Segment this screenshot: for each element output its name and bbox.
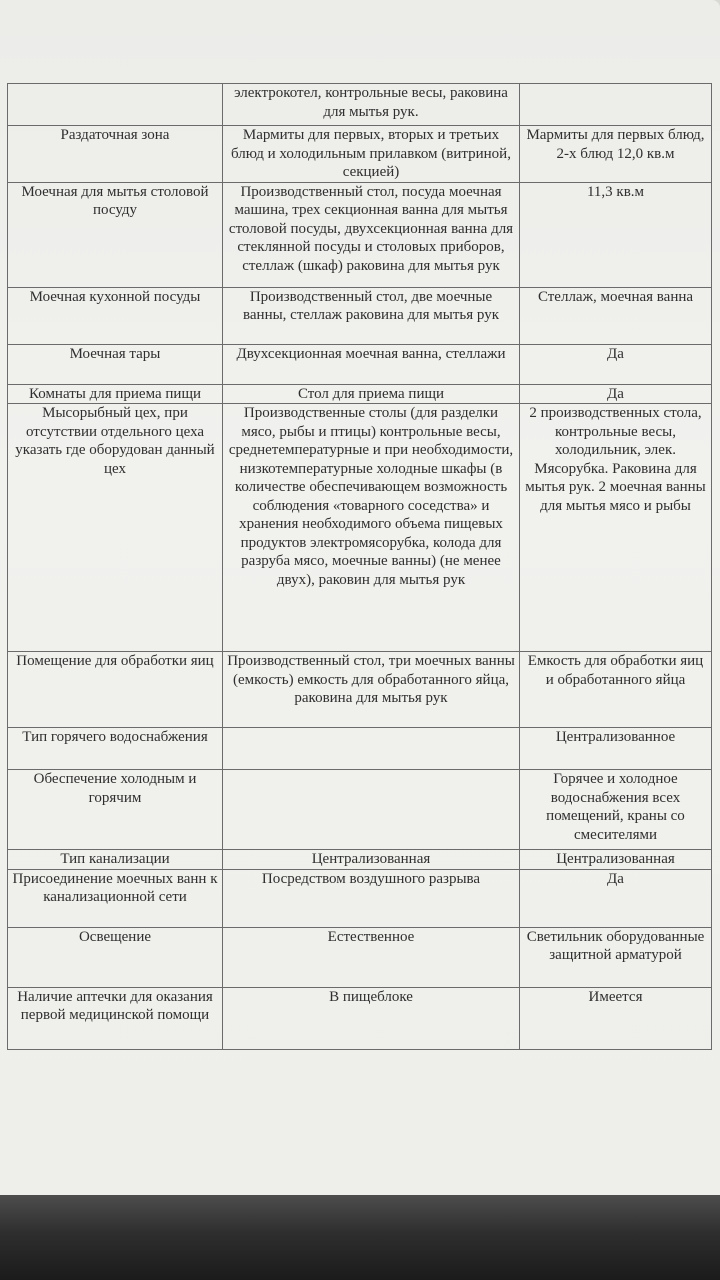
row-requirement: Посредством воздушного разрыва xyxy=(223,869,520,927)
row-requirement xyxy=(223,770,520,850)
row-actual: Имеется xyxy=(520,987,712,1049)
row-label: Наличие аптечки для оказания первой медицинской помощи xyxy=(8,987,223,1049)
table-row xyxy=(8,770,712,850)
table-row xyxy=(8,182,712,287)
row-requirement xyxy=(223,728,520,770)
table-row xyxy=(8,927,712,987)
row-actual: Светильник оборудованные защитной арматурой xyxy=(520,927,712,987)
row-actual: Да xyxy=(520,869,712,927)
sanitary-table xyxy=(7,83,712,1050)
row-label xyxy=(8,84,223,126)
row-actual: Мармиты для первых блюд, 2-х блюд 12,0 кв.м xyxy=(520,126,712,183)
row-requirement: Производственные столы (для разделки мясо, рыбы и птицы) контрольные весы, среднетемпературные и при необходимости, низкотемпературные холодные шкафы (в количестве обеспечивающем возможность соблюдения «товарного соседства» и хранения необходимого объема пищевых продуктов электромясорубка, колода для разруба мясо, моечные ванны) (не менее двух), раковин для мытья рук xyxy=(223,404,520,652)
table-row xyxy=(8,84,712,126)
row-actual: Стеллаж, моечная ванна xyxy=(520,287,712,344)
row-requirement: Производственный стол, посуда моечная машина, трех секционная ванна для мытья столовой посуды, двухсекционная ванна для стеклянной посуды и столовых приборов, стеллаж (шкаф) раковина для мытья рук xyxy=(223,182,520,287)
row-actual: Централизованное xyxy=(520,728,712,770)
row-actual: 2 производственных стола, контрольные весы, холодильник, элек. Мясорубка. Раковина для мытья рук. 2 моечная ванны для мытья мясо и рыбы xyxy=(520,404,712,652)
row-actual xyxy=(520,84,712,126)
table-row xyxy=(8,987,712,1049)
table-row xyxy=(8,344,712,384)
row-requirement: Естественное xyxy=(223,927,520,987)
row-requirement: электрокотел, контрольные весы, раковина для мытья рук. xyxy=(223,84,520,126)
row-label: Освещение xyxy=(8,927,223,987)
row-requirement: Стол для приема пищи xyxy=(223,384,520,404)
table-row xyxy=(8,126,712,183)
row-label: Моечная кухонной посуды xyxy=(8,287,223,344)
row-label: Помещение для обработки яиц xyxy=(8,652,223,728)
row-actual: 11,3 кв.м xyxy=(520,182,712,287)
row-label: Тип канализации xyxy=(8,850,223,870)
table-row xyxy=(8,869,712,927)
row-label: Комнаты для приема пищи xyxy=(8,384,223,404)
row-label: Моечная тары xyxy=(8,344,223,384)
row-label: Раздаточная зона xyxy=(8,126,223,183)
row-requirement: В пищеблоке xyxy=(223,987,520,1049)
row-actual: Горячее и холодное водоснабжения всех помещений, краны со смесителями xyxy=(520,770,712,850)
row-label: Моечная для мытья столовой посуду xyxy=(8,182,223,287)
table-row xyxy=(8,404,712,652)
table-row xyxy=(8,728,712,770)
row-requirement: Двухсекционная моечная ванна, стеллажи xyxy=(223,344,520,384)
table-row xyxy=(8,850,712,870)
row-requirement: Производственный стол, две моечные ванны, стеллаж раковина для мытья рук xyxy=(223,287,520,344)
row-actual: Централизованная xyxy=(520,850,712,870)
dark-background xyxy=(0,1195,720,1280)
table-row xyxy=(8,287,712,344)
row-actual: Да xyxy=(520,344,712,384)
table-row xyxy=(8,652,712,728)
table-row xyxy=(8,384,712,404)
row-actual: Да xyxy=(520,384,712,404)
row-label: Присоединение моечных ванн к канализационной сети xyxy=(8,869,223,927)
row-label: Мысорыбный цех, при отсутствии отдельного цеха указать где оборудован данный цех xyxy=(8,404,223,652)
row-requirement: Централизованная xyxy=(223,850,520,870)
row-requirement: Мармиты для первых, вторых и третьих блюд и холодильным прилавком (витриной, секцией) xyxy=(223,126,520,183)
row-label: Обеспечение холодным и горячим xyxy=(8,770,223,850)
row-label: Тип горячего водоснабжения xyxy=(8,728,223,770)
row-actual: Емкость для обработки яиц и обработанного яйца xyxy=(520,652,712,728)
row-requirement: Производственный стол, три моечных ванны (емкость) емкость для обработанного яйца, раковина для мытья рук xyxy=(223,652,520,728)
